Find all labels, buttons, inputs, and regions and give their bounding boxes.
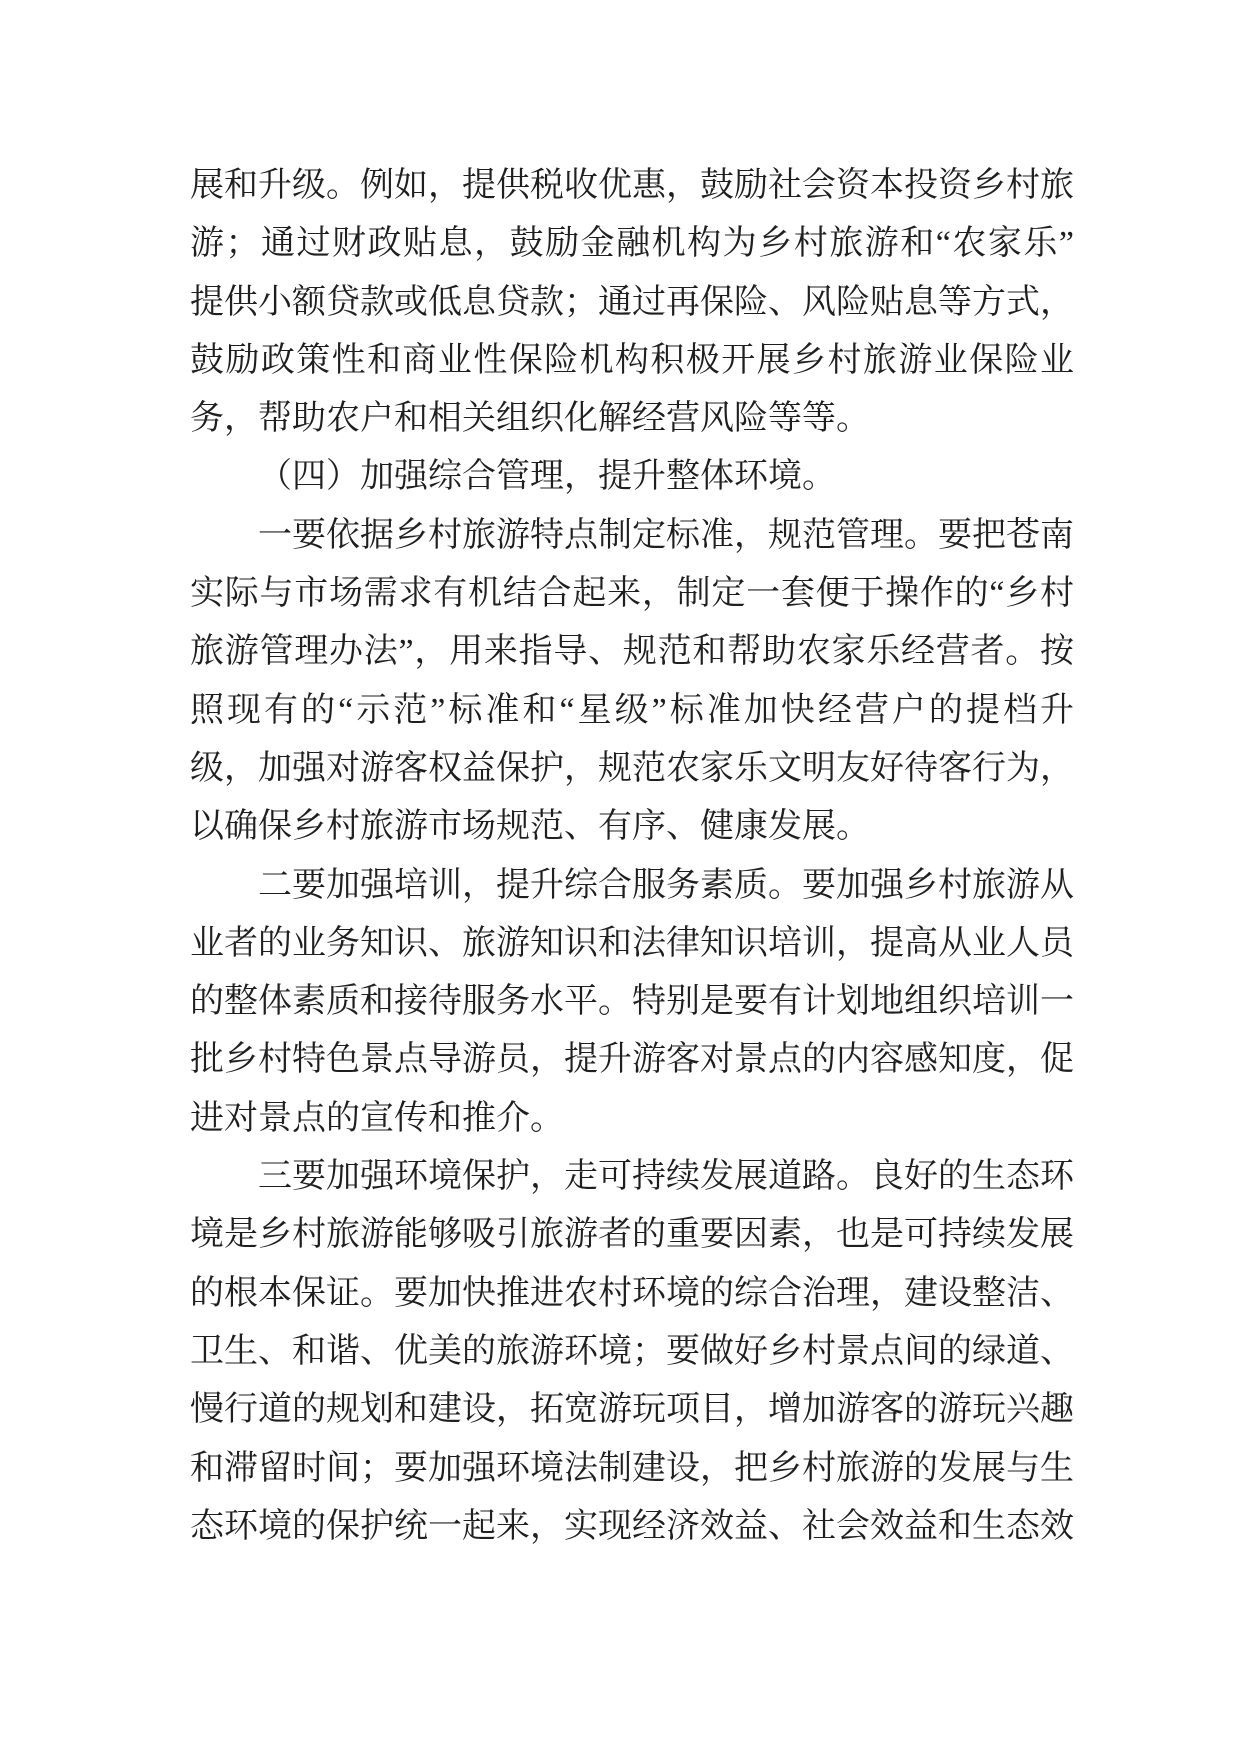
paragraph-continued	[190, 157, 1074, 448]
text-line: 的根本保证。要加快推进农村环境的综合治理，建设整洁、	[190, 1274, 1074, 1312]
text-line: 卫生、和谐、优美的旅游环境；要做好乡村景点间的绿道、	[190, 1332, 1074, 1370]
text-line: 和滞留时间；要加强环境法制建设，把乡村旅游的发展与生	[190, 1449, 1074, 1487]
text-line: 展和升级。例如，提供税收优惠，鼓励社会资本投资乡村旅	[190, 167, 1074, 204]
text-line: 的整体素质和接待服务水平。特别是要有计划地组织培训一	[190, 983, 1074, 1021]
text-line: 三要加强环境保护，走可持续发展道路。良好的生态环	[258, 1158, 1074, 1196]
text-line: 照现有的“示范”标准和“星级”标准加快经营户的提档升	[190, 691, 1074, 729]
text-line: 务，帮助农户和相关组织化解经营风险等等。	[190, 400, 870, 438]
text-line: 实际与市场需求有机结合起来，制定一套便于操作的“乡村	[190, 575, 1074, 613]
text-line: 级，加强对游客权益保护，规范农家乐文明友好待客行为，	[190, 749, 1074, 787]
paragraph-point-two	[190, 857, 1074, 1148]
text-line: 慢行道的规划和建设，拓宽游玩项目，增加游客的游玩兴趣	[190, 1391, 1074, 1429]
text-line: 鼓励政策性和商业性保险机构积极开展乡村旅游业保险业	[190, 341, 1074, 379]
text-line: 二要加强培训，提升综合服务素质。要加强乡村旅游从	[258, 866, 1074, 904]
paragraph-heading-four	[190, 448, 1074, 506]
text-line: （四）加强综合管理，提升整体环境。	[258, 458, 836, 496]
text-line: 境是乡村旅游能够吸引旅游者的重要因素，也是可持续发展	[190, 1216, 1074, 1254]
text-line: 进对景点的宣传和推介。	[190, 1099, 564, 1137]
text-line: 态环境的保护统一起来，实现经济效益、社会效益和生态效	[190, 1507, 1074, 1545]
text-line: 批乡村特色景点导游员，提升游客对景点的内容感知度，促	[190, 1041, 1074, 1079]
paragraph-point-three	[190, 1148, 1074, 1556]
text-line: 旅游管理办法”，用来指导、规范和帮助农家乐经营者。按	[190, 633, 1074, 671]
text-line: 提供小额贷款或低息贷款；通过再保险、风险贴息等方式，	[190, 283, 1074, 321]
text-line: 以确保乡村旅游市场规范、有序、健康发展。	[190, 808, 870, 846]
text-line: 游；通过财政贴息，鼓励金融机构为乡村旅游和“农家乐”	[190, 225, 1074, 263]
text-line: 业者的业务知识、旅游知识和法律知识培训，提高从业人员	[190, 924, 1074, 962]
text-line: 一要依据乡村旅游特点制定标准，规范管理。要把苍南	[258, 516, 1074, 554]
paragraph-point-one	[190, 507, 1074, 857]
document-body	[190, 157, 1074, 1556]
